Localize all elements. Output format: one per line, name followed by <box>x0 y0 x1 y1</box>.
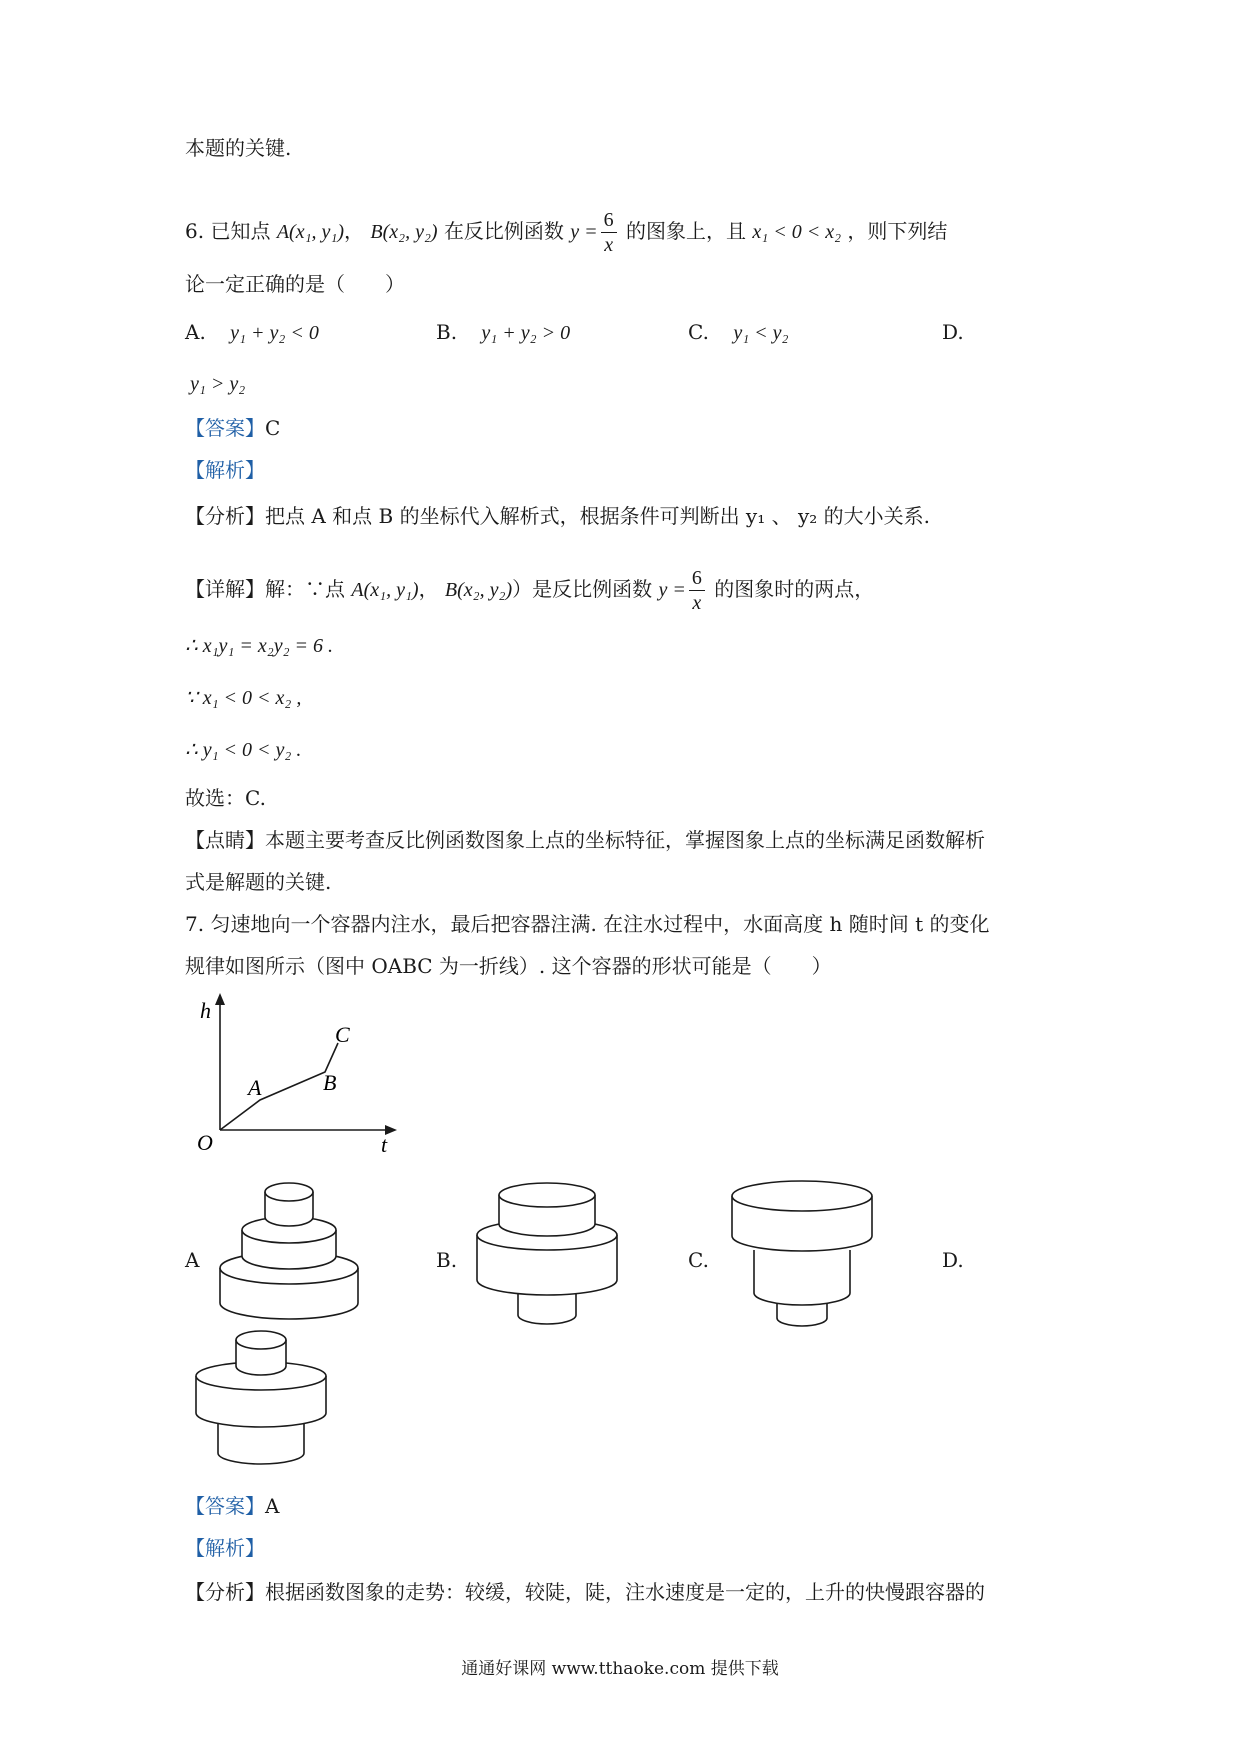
q7-answer-line <box>185 1492 279 1520</box>
q6-analysis-tag: 【解析】 <box>185 458 265 482</box>
q6-option-b <box>436 318 570 347</box>
q6-xiangjie-p2: ）是反比例函数 <box>512 577 653 601</box>
q6-dianjing-line1 <box>185 826 985 854</box>
q6-choose: 故选：C. <box>185 786 266 810</box>
q7-fenxi-tag: 【分析】 <box>185 1580 265 1604</box>
q6-dianjing-line2: 式是解题的关键. <box>185 870 332 894</box>
q7-answer-tag: 【答案】 <box>185 1494 265 1518</box>
q7-option-c-label: C. <box>688 1248 709 1272</box>
q6-fraction <box>601 208 617 257</box>
q6-dianjing-text1: 本题主要考查反比例函数图象上点的坐标特征，掌握图象上点的坐标满足函数解析 <box>265 828 985 852</box>
q6-dianjing-tag: 【点睛】 <box>185 828 265 852</box>
q6-option-label: C. <box>688 320 709 344</box>
q6-option-d <box>942 318 964 346</box>
q6-stem-part3: 的图象上，且 <box>626 219 747 243</box>
q6-point-b: B(x₂, y₂) <box>370 221 438 243</box>
q7-analysis-tag: 【解析】 <box>185 1536 265 1560</box>
q6-answer-tag: 【答案】 <box>185 416 265 440</box>
graph-label-c: C <box>335 1022 350 1047</box>
q6-fenxi-text: 把点 A 和点 B 的坐标代入解析式，根据条件可判断出 y₁ 、 y₂ 的大小关系. <box>265 504 930 528</box>
graph-label-b: B <box>323 1070 337 1095</box>
container-c-top-top <box>732 1181 872 1211</box>
q7-stem-line2: 规律如图所示（图中 OABC 为一折线）. 这个容器的形状可能是（ ） <box>185 954 832 978</box>
q7-option-a-label: A <box>185 1248 200 1272</box>
q6-stem-line1 <box>185 208 947 257</box>
container-a-top-top <box>265 1183 313 1201</box>
q7-container-b <box>470 1180 625 1340</box>
q6-option-label: B. <box>436 320 458 344</box>
q6-step3: ∴ y₁ < 0 < y₂ . <box>185 739 302 761</box>
q6-xiangjie-func: y = <box>658 579 686 601</box>
q7-container-d <box>190 1328 335 1478</box>
q6-xiangjie-p1: 解：∵点 <box>265 577 345 601</box>
graph-label-h: h <box>200 998 211 1023</box>
q7-answer: A <box>265 1494 280 1518</box>
q7-option-d-label: D. <box>942 1248 964 1272</box>
q7-stem-line1: 7. 匀速地向一个容器内注水，最后把容器注满. 在注水过程中，水面高度 h 随时间 t 的变化 <box>185 912 990 936</box>
graph-label-a: A <box>248 1075 262 1100</box>
q6-xiangjie-point-a: A(x₁, y₁) <box>351 579 419 601</box>
q7-fenxi-line <box>185 1578 985 1606</box>
graph-label-t: t <box>381 1132 388 1157</box>
q6-xiangjie-point-b: B(x₂, y₂) <box>444 579 513 601</box>
q6-xiangjie-tag: 【详解】 <box>185 577 265 601</box>
q6-xiangjie-line <box>185 566 874 615</box>
q7-option-b-label: B. <box>436 1248 458 1272</box>
q6-frac-num: 6 <box>601 208 617 233</box>
q6-option-text: y₁ + y₂ < 0 <box>230 322 319 344</box>
q7-container-a <box>215 1180 370 1340</box>
q6-stem-part2: 在反比例函数 <box>443 219 564 243</box>
q7-container-c <box>725 1178 880 1338</box>
q6-answer-line <box>185 414 280 442</box>
q6-stem-line2: 论一定正确的是（ ） <box>185 272 405 296</box>
q6-step1: ∴ x₁y₁ = x₂y₂ = 6 . <box>185 635 334 657</box>
graph-polyline <box>220 1043 338 1130</box>
q6-xiangjie-frac-num: 6 <box>689 566 705 591</box>
graph-label-o: O <box>197 1130 213 1155</box>
q6-option-label: A. <box>185 320 206 344</box>
q6-stem-part1: 6. 已知点 <box>185 219 271 243</box>
q6-xiangjie-fraction <box>689 566 705 615</box>
q6-option-label: D. <box>942 320 964 344</box>
container-b-top-top <box>499 1183 595 1207</box>
container-d-top-top <box>236 1331 286 1349</box>
q6-separator: ， <box>344 219 365 243</box>
q7-graph <box>185 990 415 1160</box>
q6-option-c <box>688 318 788 347</box>
continued-text: 本题的关键. <box>185 136 292 160</box>
y-axis-arrow <box>215 993 225 1005</box>
q6-func-lhs: y = <box>570 221 598 243</box>
q6-option-text: y₁ + y₂ > 0 <box>481 322 571 344</box>
q6-stem-part4: ，则下列结 <box>847 219 948 243</box>
q6-option-d-text: y₁ > y₂ <box>190 373 246 395</box>
q6-option-text: y₁ < y₂ <box>733 322 789 344</box>
q6-frac-den: x <box>604 234 614 256</box>
q6-fenxi-tag: 【分析】 <box>185 504 265 528</box>
q6-xiangjie-p3: 的图象时的两点， <box>714 577 875 601</box>
q6-condition: x₁ < 0 < x₂ <box>752 221 842 243</box>
container-c-middle-side <box>754 1250 850 1305</box>
q6-option-a <box>185 318 319 347</box>
page-footer: 通通好课网 www.tthaoke.com 提供下载 <box>461 1659 779 1679</box>
q7-fenxi-text: 根据函数图象的走势：较缓，较陡，陡，注水速度是一定的，上升的快慢跟容器的 <box>265 1580 985 1604</box>
q6-fenxi-line <box>185 502 930 530</box>
q6-xiangjie-frac-den: x <box>692 592 702 614</box>
q6-step2: ∵ x₁ < 0 < x₂ , <box>185 687 302 709</box>
q6-point-a: A(x₁, y₁) <box>276 221 345 243</box>
q6-answer: C <box>265 416 281 440</box>
q6-xiangjie-sep: ， <box>418 577 439 601</box>
